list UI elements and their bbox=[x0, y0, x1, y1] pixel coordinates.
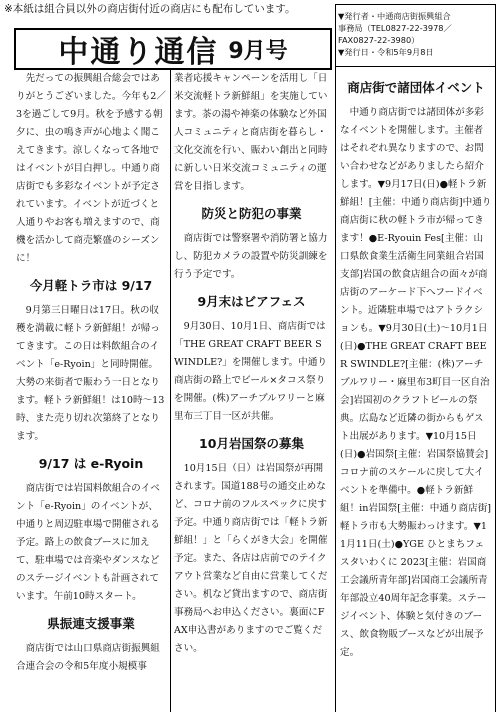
column-2 bbox=[174, 70, 329, 712]
newsletter-masthead bbox=[14, 28, 332, 70]
publisher-line: 事務局（TEL0827-22-3978／ bbox=[338, 23, 452, 33]
publisher-divider bbox=[335, 66, 496, 67]
continued-paragraph: 業者応援キャンペーンを活用し「日米交流軽トラ新鮮組」を実施しています。茶の湯や神楽の体験など外国人コミュニティと商店街を暮らし・文化交流を行い、賑わい創出と同時に新しい日米交流コミュニティの運営を目指します。 bbox=[174, 73, 328, 192]
section-heading: 商店街で諸団体イベント bbox=[347, 80, 485, 95]
section-heading: 防災と防犯の事業 bbox=[201, 206, 302, 221]
section-heading: 9/17 は e-Ryoin bbox=[38, 456, 144, 471]
publisher-info bbox=[338, 10, 494, 58]
publisher-line: FAX0827-22-3980） bbox=[338, 35, 420, 45]
issue-label: 9月号 bbox=[228, 38, 288, 64]
newsletter-title: 中通り通信 bbox=[58, 35, 219, 70]
column-1 bbox=[16, 70, 166, 712]
section-heading: 今月軽トラ市は 9/17 bbox=[29, 278, 153, 293]
column-divider bbox=[170, 70, 171, 712]
section-body: 10月15日（日）は岩国祭が再開されます。国道188号の通交止めなど、コロナ前のフルスペックに戻す予定。中通り商店街では「軽トラ新鮮組！」と「らくがき大会」を開催予定。また、各店は店前でのテイクアウト営業など自由に営業してください。机など貸出ますので、商店街事務局へお申込ください。裏面にFAX申込書がありますのでご覧ください。 bbox=[174, 463, 328, 654]
column-divider bbox=[335, 70, 336, 712]
section-body: 商店街では警察署や消防署と協力し、防犯カメラの設置や防災訓練を行う予定です。 bbox=[174, 233, 328, 280]
section-body: 9月第三日曜日は17日。秋の収穫を満載に軽トラ新鮮組！が帰ってきます。この日は料飲組合のイベント「e-Ryoin」と同時開催。大勢の来街者で賑わう一日となります。軽トラ新鮮組！は10時～13時、また売り切れ次第終了となります。 bbox=[16, 305, 165, 442]
section-heading: 県振連支援事業 bbox=[47, 616, 135, 631]
intro-paragraph: 先だっての振興組合総会ではありがとうございました。今年も2／3を過ごして9月。秋を予感する朝夕に、虫の鳴き声が心地よく聞こえてきます。涼しくなって各地ではイベントが目白押し。中通り商店街でも多彩なイベントが予定されています。イベントが近づくと人通りやお客も増えますので、商機を活かして商売繁盛のシーズンに！ bbox=[16, 73, 166, 264]
publisher-line: ▼発行日・令和5年9月8日 bbox=[338, 47, 434, 57]
section-body: 中通り商店街では諸団体が多彩なイベントを開催します。主催者はそれぞれ異なりますので、お問い合わせなどがありましたら紹介します。▼9月17日(日)●軽トラ新鮮組！[主催：中通り商店街]中通り商店街に秋の軽トラ市が帰ってきます！●E-Ryouin Fes[主催：山口県飲食業生活衛生同業組合岩国支部]岩国の飲食店組合の面々が商店街のアーケード下へフードイベント。近隣駐車場ではアトラクションも。▼9月30日(土)～10月1日(日)●THE GREAT CRAFT BEER SWINDLE?[主催：(株)アーチブルワリー・麻里布3町目一区自治会]岩国初のクラフトビールの祭典。広島など近隣の街からもゲスト出展があります。▼10月15日(日)●岩国祭[主催：岩国祭協賛会]コロナ前のスケールに戻して大イベントを準備中。●軽トラ新鮮組！in岩国祭[主催：中通り商店街]軽トラ市も大勢賑わっけます。▼11月11日(土)●YGE ひとまちフェスタいわくに 2023[主催：岩国商工会議所青年部]岩国商工会議所青年部設立40周年記念事業。ステージイベント、体験と気付きのブース、飲食物販ブースなどが出展予定。 bbox=[340, 107, 492, 658]
section-body: 9月30日、10月1日、商店街では「THE GREAT CRAFT BEER SWINDLE?」を開催します。中通り商店街の路上でビール×タコス祭りを開催。(株)アーチブルワリーと麻里布三丁目一区が共催。 bbox=[174, 321, 328, 422]
section-heading: 9月末はビアフェス bbox=[197, 294, 306, 309]
distribution-notice: ※本紙は組合員以外の商店街付近の商店にも配布しています。 bbox=[4, 3, 296, 15]
section-body: 商店街では山口県商店街振興組合連合会の令和5年度小規模事 bbox=[16, 643, 160, 672]
publisher-line: ▼発行者・中通商店街振興組合 bbox=[338, 11, 451, 21]
section-body: 商店街では岩国料飲組合のイベント「e-Ryoin」のイベントが、中通りと周辺駐車場で開催される予定。路上の飲食ブースに加えて、駐車場では音楽やダンスなどのステージイベントも計画されています。午前10時スタート。 bbox=[16, 483, 160, 602]
column-3 bbox=[340, 72, 492, 712]
section-heading: 10月岩国祭の募集 bbox=[199, 436, 304, 451]
